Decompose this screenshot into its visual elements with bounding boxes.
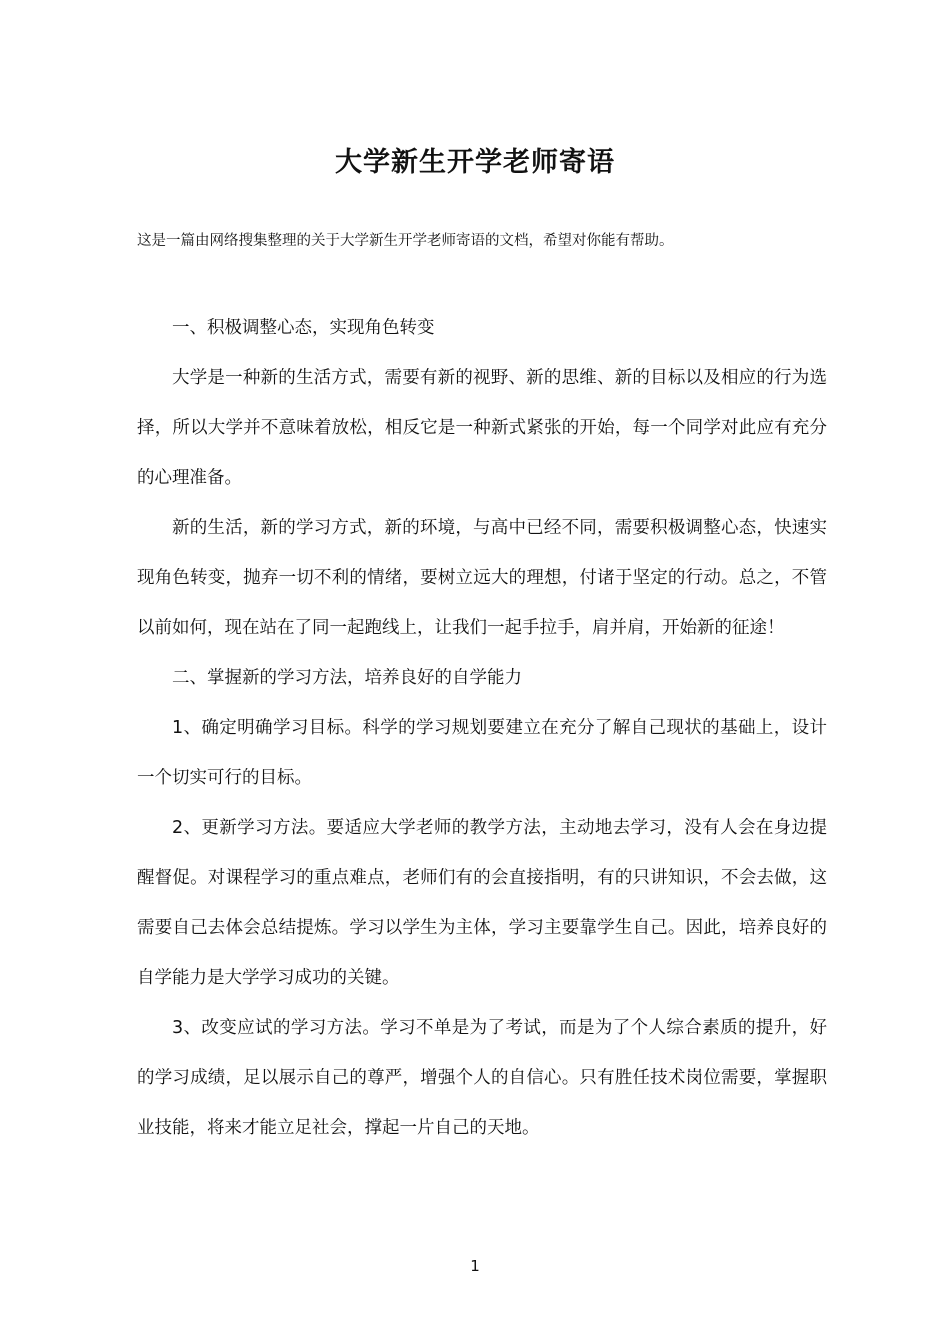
document-title: 大学新生开学老师寄语: [335, 147, 615, 178]
body-paragraph: 1、确定明确学习目标。科学的学习规划要建立在充分了解自己现状的基础上，设计一个切实可行的目标。: [137, 718, 827, 788]
body-paragraph: 3、改变应试的学习方法。学习不单是为了考试，而是为了个人综合素质的提升，好的学习成绩，足以展示自己的尊严，增强个人的自信心。只有胜任技术岗位需要，掌握职业技能，将来才能立足社会，撑起一片自己的天地。: [137, 1018, 827, 1138]
body-paragraph: 2、更新学习方法。要适应大学老师的教学方法，主动地去学习，没有人会在身边提醒督促。对课程学习的重点难点，老师们有的会直接指明，有的只讲知识，不会去做，这需要自己去体会总结提炼。学习以学生为主体，学习主要靠学生自己。因此，培养良好的自学能力是大学学习成功的关键。: [137, 818, 827, 988]
section-heading-1: 一、积极调整心态，实现角色转变: [172, 318, 435, 338]
section-heading-2: 二、掌握新的学习方法，培养良好的自学能力: [172, 668, 522, 688]
body-paragraph: 大学是一种新的生活方式，需要有新的视野、新的思维、新的目标以及相应的行为选择，所以大学并不意味着放松，相反它是一种新式紧张的开始，每一个同学对此应有充分的心理准备。: [137, 368, 827, 488]
page-number: 1: [470, 1257, 480, 1275]
document-body: [137, 303, 827, 1153]
body-paragraph: 新的生活，新的学习方式，新的环境，与高中已经不同，需要积极调整心态，快速实现角色转变，抛弃一切不利的情绪，要树立远大的理想，付诸于坚定的行动。总之，不管以前如何，现在站在了同一起跑线上，让我们一起手拉手，肩并肩，开始新的征途！: [137, 518, 827, 638]
intro-text: 这是一篇由网络搜集整理的关于大学新生开学老师寄语的文档，希望对你能有帮助。: [137, 233, 674, 249]
